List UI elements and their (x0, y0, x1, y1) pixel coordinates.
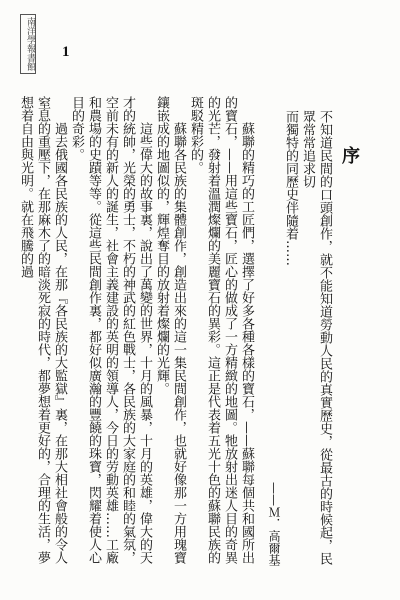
paragraph-3: 這些偉大的故事裏，說出了萬變的世界，十月的風暴，十月的英雄，偉大的天才的統帥，光榮的勇士，不朽的神武的紅色戰士，各民族的大家庭的和睦的氣氛，空前未有的新人的誕生，社會主義建設的英明的領導人，今日的劳動英雄……工廠和農場的史蹟等等。從這些民間創作裏，都好似廣瀚的豐饒的珠寶，閃耀着使人心目的奇彩。 (69, 96, 152, 564)
epigraph-line-2: 而獨特的同歷史伴隨着…… (283, 110, 298, 266)
epigraph-line-1: 不知道民間的口頭創作，就不能知道勞動人民的真實歷史，從最古的時候起，民眾常常追求切 (300, 110, 332, 565)
paragraph-2: 蘇聯各民族的集體創作，創造出來的這一集民間創作，也就好像那一方用瑰寶鑲嵌成的地圖似的，輝煌奪目的放射着燦爛的光輝。 (154, 96, 186, 564)
page-title: 序 (339, 146, 360, 172)
paragraph-4: 過去俄國各民族的人民，在那『各民族的大監獄』裏，在那大相社會般的令人窒息的重壓下，在那麻木了的暗淡死寂的時代，都夢想着更好的，合理的生活，夢想着自由與光明。就在飛騰的過 (18, 96, 67, 564)
library-stamp: 南洋學報書館 (20, 14, 36, 74)
page-number: 1 (62, 44, 70, 60)
epigraph-attribution: ——Ｍ．高爾基 (267, 482, 281, 566)
vertical-text-body (18, 96, 360, 566)
paragraph-1: 蘇聯的精巧的工匠們，選擇了好多各種各樣的寶石，——蘇聯每個共和國所出的寶石，——用這些寶石，匠心的做成了一方精緻的地圖。牠放射出迷人目的奇異的光芒，發射着溫潤燦爛的美麗寶石的異彩。這正是代表着五光十色的蘇聯民族的斑駁精彩的。 (188, 96, 254, 564)
